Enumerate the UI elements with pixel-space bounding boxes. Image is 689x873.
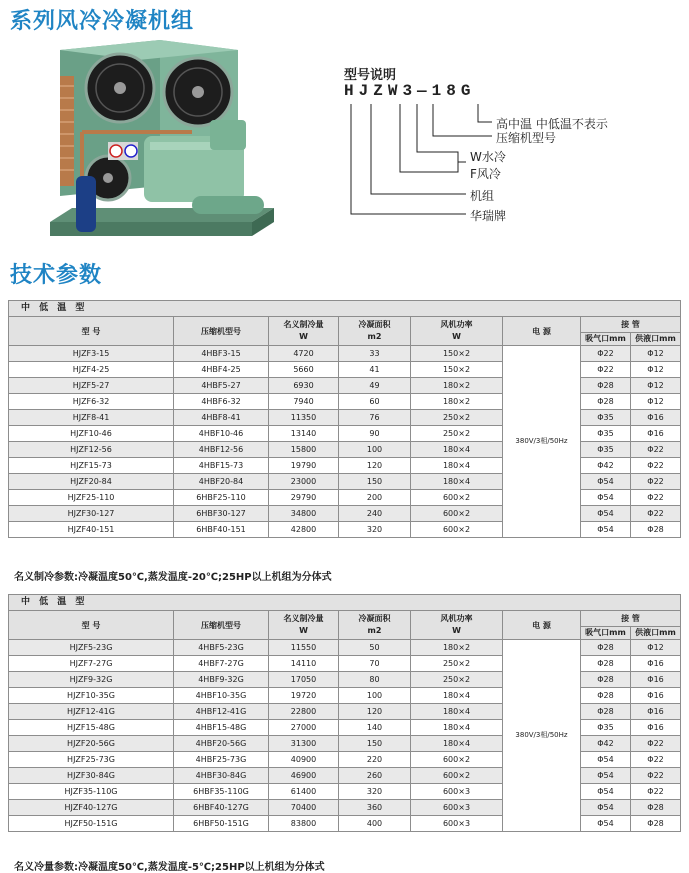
cell-liquid: Φ12 [631,346,681,362]
cell-fan: 250×2 [411,672,503,688]
col-header-model: 型 号 [9,317,174,346]
table-note-1: 名义制冷参数:冷凝温度50℃,蒸发温度-20℃;25HP以上机组为分体式 [14,572,332,583]
table-row [9,704,681,720]
cell-condenser: 120 [339,458,411,474]
cell-fan: 180×2 [411,394,503,410]
cell-fan: 250×2 [411,656,503,672]
cell-model: HJZF5-23G [9,640,174,656]
table-row [9,378,681,394]
cell-compressor: 4HBF20-84 [174,474,269,490]
table-row [9,522,681,538]
cell-cooling: 42800 [269,522,339,538]
cell-model: HJZF35-110G [9,784,174,800]
cell-suction: Φ54 [581,474,631,490]
header-line: 冷凝面积 [358,614,391,623]
col-header-cooling [269,317,339,346]
table-row [9,362,681,378]
cell-liquid: Φ22 [631,506,681,522]
cell-suction: Φ35 [581,426,631,442]
cell-suction: Φ54 [581,784,631,800]
cell-condenser: 50 [339,640,411,656]
cell-liquid: Φ28 [631,816,681,832]
cell-cooling: 70400 [269,800,339,816]
cell-model: HJZF25-73G [9,752,174,768]
cell-compressor: 4HBF4-25 [174,362,269,378]
cell-liquid: Φ16 [631,426,681,442]
cell-model: HJZF20-84 [9,474,174,490]
cell-cooling: 83800 [269,816,339,832]
cell-liquid: Φ22 [631,784,681,800]
table-row [9,736,681,752]
model-code-char: J [358,82,374,100]
cell-liquid: Φ12 [631,640,681,656]
cell-liquid: Φ22 [631,474,681,490]
table-row [9,640,681,656]
cell-fan: 600×3 [411,800,503,816]
cell-cooling: 6930 [269,378,339,394]
cell-model: HJZF50-151G [9,816,174,832]
cell-fan: 600×3 [411,816,503,832]
table-row [9,816,681,832]
table-row [9,768,681,784]
cell-model: HJZF12-56 [9,442,174,458]
header-line: 风机功率 [440,614,473,623]
model-code-char: 8 [446,82,461,100]
cell-cooling: 31300 [269,736,339,752]
cell-compressor: 4HBF30-84G [174,768,269,784]
model-legend: F风冷 [470,167,501,181]
cell-compressor: 4HBF9-32G [174,672,269,688]
cell-compressor: 4HBF25-73G [174,752,269,768]
cell-model: HJZF40-151 [9,522,174,538]
col-header-condenser [339,317,411,346]
col-header-suction: 吸气口mm [581,627,631,640]
header-unit: W [299,332,308,341]
cell-model: HJZF6-32 [9,394,174,410]
cell-condenser: 100 [339,688,411,704]
cell-model: HJZF8-41 [9,410,174,426]
col-header-liquid: 供液口mm [631,333,681,346]
cell-cooling: 40900 [269,752,339,768]
col-header-compressor: 压缩机型号 [174,317,269,346]
cell-cooling: 46900 [269,768,339,784]
cell-fan: 600×2 [411,522,503,538]
cell-compressor: 4HBF3-15 [174,346,269,362]
cell-cooling: 15800 [269,442,339,458]
model-explain-label: 型号说明 [344,68,397,83]
cell-condenser: 90 [339,426,411,442]
cell-suction: Φ28 [581,378,631,394]
cell-condenser: 320 [339,522,411,538]
cell-model: HJZF7-27G [9,656,174,672]
cell-suction: Φ54 [581,816,631,832]
cell-liquid: Φ22 [631,458,681,474]
cell-model: HJZF10-46 [9,426,174,442]
cell-power: 380V/3相/50Hz [503,346,581,538]
table-row [9,394,681,410]
cell-compressor: 4HBF20-56G [174,736,269,752]
cell-model: HJZF15-73 [9,458,174,474]
table-row [9,752,681,768]
cell-fan: 600×3 [411,784,503,800]
model-code-char: Z [373,82,388,100]
cell-liquid: Φ28 [631,522,681,538]
cell-fan: 180×4 [411,442,503,458]
cell-liquid: Φ22 [631,442,681,458]
cell-compressor: 4HBF12-41G [174,704,269,720]
cell-fan: 250×2 [411,410,503,426]
cell-suction: Φ28 [581,704,631,720]
cell-condenser: 150 [339,474,411,490]
cell-compressor: 6HBF25-110 [174,490,269,506]
col-header-condenser [339,611,411,640]
cell-suction: Φ35 [581,442,631,458]
cell-model: HJZF15-48G [9,720,174,736]
model-code-char: — [417,82,432,100]
page-title: 系列风冷冷凝机组 [10,9,195,34]
header-unit: W [452,626,461,635]
cell-fan: 180×4 [411,720,503,736]
table-row [9,474,681,490]
cell-liquid: Φ16 [631,410,681,426]
cell-compressor: 4HBF10-46 [174,426,269,442]
cell-fan: 150×2 [411,346,503,362]
cell-suction: Φ54 [581,490,631,506]
cell-model: HJZF25-110 [9,490,174,506]
cell-suction: Φ54 [581,800,631,816]
table-body [9,301,681,538]
cell-liquid: Φ16 [631,656,681,672]
cell-compressor: 4HBF10-35G [174,688,269,704]
cell-compressor: 4HBF8-41 [174,410,269,426]
col-header-power: 电 源 [503,317,581,346]
cell-model: HJZF20-56G [9,736,174,752]
cell-suction: Φ35 [581,410,631,426]
model-code-char: 1 [431,82,447,100]
header-unit: W [299,626,308,635]
cell-fan: 180×2 [411,378,503,394]
cell-fan: 600×2 [411,768,503,784]
cell-suction: Φ28 [581,640,631,656]
table-group-title: 中 低 温 型 [9,301,681,317]
header-unit: W [452,332,461,341]
cell-fan: 180×4 [411,704,503,720]
cell-liquid: Φ16 [631,704,681,720]
cell-liquid: Φ12 [631,394,681,410]
cell-condenser: 320 [339,784,411,800]
cell-cooling: 19720 [269,688,339,704]
cell-suction: Φ54 [581,522,631,538]
cell-condenser: 150 [339,736,411,752]
cell-model: HJZF10-35G [9,688,174,704]
cell-fan: 180×4 [411,458,503,474]
table-row [9,720,681,736]
cell-condenser: 120 [339,704,411,720]
cell-cooling: 61400 [269,784,339,800]
cell-condenser: 240 [339,506,411,522]
header-line: 名义制冷量 [283,614,324,623]
cell-cooling: 4720 [269,346,339,362]
cell-liquid: Φ22 [631,752,681,768]
cell-compressor: 6HBF50-151G [174,816,269,832]
cell-suction: Φ22 [581,346,631,362]
cell-cooling: 34800 [269,506,339,522]
cell-fan: 180×2 [411,640,503,656]
table-row [9,346,681,362]
cell-compressor: 4HBF5-27 [174,378,269,394]
cell-cooling: 27000 [269,720,339,736]
spec-table-1 [8,300,680,538]
col-header-compressor: 压缩机型号 [174,611,269,640]
header-unit: m2 [367,332,382,341]
table-group-title: 中 低 温 型 [9,595,681,611]
condensing-unit-image [42,36,282,250]
model-legend: 压缩机型号 [496,131,557,145]
header-unit: m2 [367,626,382,635]
cell-liquid: Φ28 [631,800,681,816]
cell-cooling: 7940 [269,394,339,410]
cell-liquid: Φ22 [631,490,681,506]
cell-liquid: Φ22 [631,768,681,784]
cell-condenser: 76 [339,410,411,426]
table-note-2: 名义冷量参数:冷凝温度50℃,蒸发温度-5℃;25HP以上机组为分体式 [14,862,325,873]
model-legend: 高中温 中低温不表示 [496,117,608,131]
cell-compressor: 6HBF30-127 [174,506,269,522]
col-header-pipe: 接 管 [581,611,681,627]
cell-condenser: 49 [339,378,411,394]
cell-compressor: 4HBF12-56 [174,442,269,458]
cell-cooling: 5660 [269,362,339,378]
cell-liquid: Φ22 [631,736,681,752]
cell-compressor: 6HBF40-127G [174,800,269,816]
cell-condenser: 70 [339,656,411,672]
cell-suction: Φ28 [581,656,631,672]
table-row [9,410,681,426]
cell-compressor: 4HBF7-27G [174,656,269,672]
cell-cooling: 23000 [269,474,339,490]
cell-suction: Φ54 [581,752,631,768]
cell-suction: Φ42 [581,458,631,474]
cell-suction: Φ54 [581,768,631,784]
cell-suction: Φ42 [581,736,631,752]
cell-liquid: Φ16 [631,720,681,736]
cell-cooling: 13140 [269,426,339,442]
cell-cooling: 11350 [269,410,339,426]
cell-fan: 180×4 [411,688,503,704]
model-code-char: 3 [402,82,418,100]
table-row [9,506,681,522]
cell-compressor: 4HBF15-48G [174,720,269,736]
table-row [9,490,681,506]
cell-condenser: 360 [339,800,411,816]
cell-liquid: Φ16 [631,672,681,688]
model-legend: 机组 [470,189,495,203]
cell-cooling: 22800 [269,704,339,720]
header-line: 名义制冷量 [283,320,324,329]
col-header-cooling [269,611,339,640]
header-line: 风机功率 [440,320,473,329]
cell-fan: 600×2 [411,506,503,522]
col-header-model: 型 号 [9,611,174,640]
table-row [9,458,681,474]
cell-fan: 600×2 [411,490,503,506]
cell-compressor: 6HBF35-110G [174,784,269,800]
cell-suction: Φ35 [581,720,631,736]
cell-model: HJZF12-41G [9,704,174,720]
table-row [9,672,681,688]
cell-fan: 600×2 [411,752,503,768]
model-code-char: G [460,82,476,100]
cell-cooling: 11550 [269,640,339,656]
cell-cooling: 17050 [269,672,339,688]
header-line: 冷凝面积 [358,320,391,329]
cell-cooling: 19790 [269,458,339,474]
cell-liquid: Φ12 [631,362,681,378]
cell-condenser: 100 [339,442,411,458]
model-code-char: H [344,82,359,100]
cell-model: HJZF9-32G [9,672,174,688]
model-code-char: W [387,82,403,100]
cell-power: 380V/3相/50Hz [503,640,581,832]
col-header-power: 电 源 [503,611,581,640]
cell-suction: Φ54 [581,506,631,522]
table-row [9,800,681,816]
cell-compressor: 6HBF40-151 [174,522,269,538]
model-legend: W水冷 [470,150,506,164]
cell-suction: Φ28 [581,672,631,688]
cell-condenser: 400 [339,816,411,832]
model-number-diagram [330,64,670,234]
table-row [9,442,681,458]
cell-condenser: 200 [339,490,411,506]
cell-compressor: 4HBF6-32 [174,394,269,410]
table-row [9,656,681,672]
spec-table-2 [8,594,680,832]
cell-condenser: 80 [339,672,411,688]
col-header-suction: 吸气口mm [581,333,631,346]
cell-fan: 250×2 [411,426,503,442]
cell-condenser: 33 [339,346,411,362]
cell-condenser: 41 [339,362,411,378]
cell-suction: Φ28 [581,394,631,410]
cell-suction: Φ28 [581,688,631,704]
cell-liquid: Φ16 [631,688,681,704]
cell-cooling: 14110 [269,656,339,672]
cell-model: HJZF3-15 [9,346,174,362]
cell-condenser: 220 [339,752,411,768]
cell-fan: 180×4 [411,474,503,490]
col-header-fan [411,317,503,346]
table-row [9,426,681,442]
cell-cooling: 29790 [269,490,339,506]
cell-fan: 150×2 [411,362,503,378]
cell-condenser: 140 [339,720,411,736]
col-header-liquid: 供液口mm [631,627,681,640]
cell-compressor: 4HBF15-73 [174,458,269,474]
cell-condenser: 260 [339,768,411,784]
cell-liquid: Φ12 [631,378,681,394]
table-body [9,595,681,832]
cell-suction: Φ22 [581,362,631,378]
col-header-fan [411,611,503,640]
cell-fan: 180×4 [411,736,503,752]
cell-model: HJZF5-27 [9,378,174,394]
model-legend: 华瑞牌 [470,209,507,223]
cell-model: HJZF40-127G [9,800,174,816]
cell-condenser: 60 [339,394,411,410]
table-row [9,688,681,704]
table-row [9,784,681,800]
col-header-pipe: 接 管 [581,317,681,333]
cell-compressor: 4HBF5-23G [174,640,269,656]
cell-model: HJZF30-127 [9,506,174,522]
cell-model: HJZF30-84G [9,768,174,784]
cell-model: HJZF4-25 [9,362,174,378]
section-title: 技术参数 [10,263,103,288]
